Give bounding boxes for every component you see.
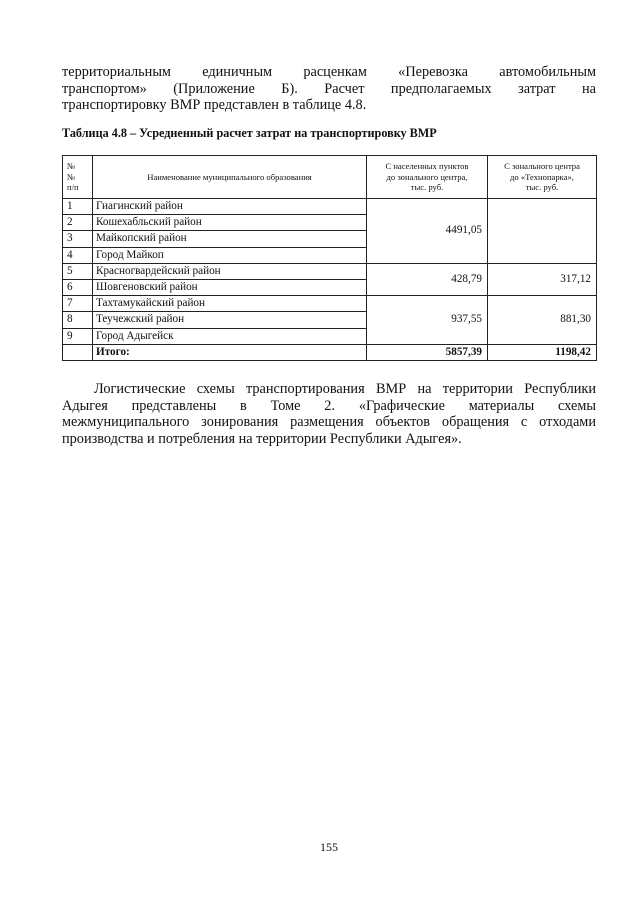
total-label: Итого: (93, 344, 367, 360)
intro-line-2: транспортом» (Приложение Б). Расчет предполагаемых затрат на (62, 80, 596, 97)
row-name: Кошехабльский район (93, 215, 367, 231)
row-number: 3 (63, 231, 93, 247)
conclusion-line-1: Логистические схемы транспортирования ВМР на территории Республики (94, 381, 596, 397)
table-header-row (63, 156, 597, 199)
total-col2: 1198,42 (488, 344, 597, 360)
row-name: Тахтамукайский район (93, 296, 367, 312)
conclusion-line-4: производства и потребления на территории Республики Адыгея». (62, 430, 462, 447)
group-3-col1: 937,55 (367, 296, 488, 345)
table-row (63, 199, 597, 215)
row-number: 1 (63, 199, 93, 215)
row-number: 7 (63, 296, 93, 312)
group-1-col1: 4491,05 (367, 199, 488, 264)
cost-table (62, 155, 597, 361)
intro-line-1: территориальным единичным расценкам «Перевозка автомобильным (62, 64, 596, 80)
row-number: 8 (63, 312, 93, 328)
header-col2: С зонального центра до «Технопарка», тыс. руб. (488, 156, 597, 199)
intro-paragraph (62, 64, 596, 114)
row-number: 2 (63, 215, 93, 231)
conclusion-line-3: межмуниципального зонирования размещения объектов обращения с отходами (62, 414, 596, 431)
row-number: 6 (63, 279, 93, 295)
document-page (62, 0, 596, 905)
page-number: 155 (320, 840, 338, 854)
row-name: Город Майкоп (93, 247, 367, 263)
conclusion-paragraph (62, 381, 596, 447)
row-name: Гиагинский район (93, 199, 367, 215)
row-name: Майкопский район (93, 231, 367, 247)
header-name: Наименование муниципального образования (93, 156, 367, 199)
intro-line-3: транспортировку ВМР представлен в таблице 4.8. (62, 97, 367, 114)
group-2-col1: 428,79 (367, 263, 488, 295)
group-1-col2 (488, 199, 597, 264)
total-row (63, 344, 597, 360)
total-col1: 5857,39 (367, 344, 488, 360)
row-number: 9 (63, 328, 93, 344)
row-name: Красногвардейский район (93, 263, 367, 279)
row-name: Теучежский район (93, 312, 367, 328)
table-row (63, 296, 597, 312)
header-col1: С населенных пунктов до зонального центра, тыс. руб. (367, 156, 488, 199)
header-number: № № п/п (63, 156, 93, 199)
table-caption: Таблица 4.8 – Усредненный расчет затрат на транспортировку ВМР (62, 126, 437, 140)
total-number-cell (63, 344, 93, 360)
group-3-col2: 881,30 (488, 296, 597, 345)
group-2-col2: 317,12 (488, 263, 597, 295)
table-row (63, 263, 597, 279)
row-name: Город Адыгейск (93, 328, 367, 344)
row-number: 4 (63, 247, 93, 263)
row-number: 5 (63, 263, 93, 279)
row-name: Шовгеновский район (93, 279, 367, 295)
conclusion-line-2: Адыгея представлены в Томе 2. «Графические материалы схемы (62, 397, 596, 414)
